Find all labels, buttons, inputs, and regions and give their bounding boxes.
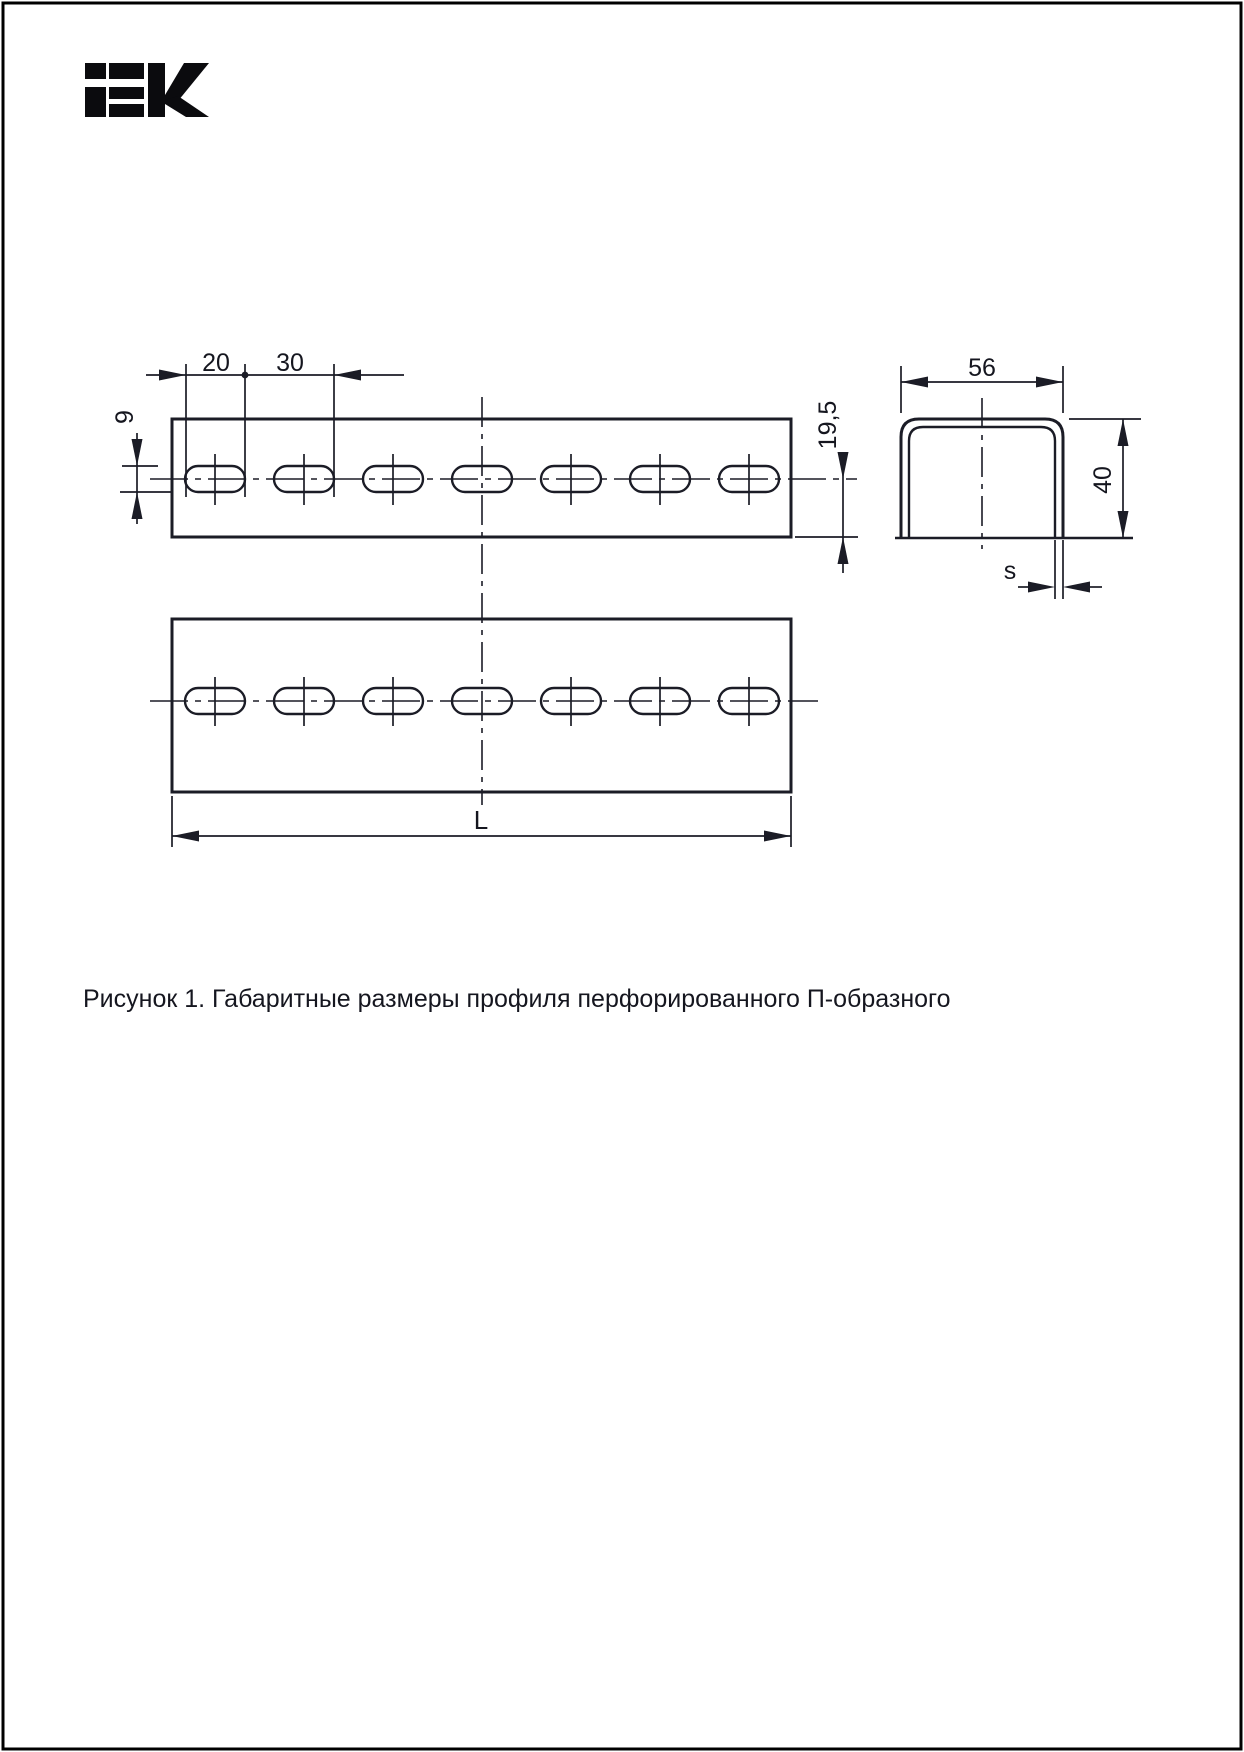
dim-40 [1069, 419, 1141, 538]
dim-arrow [838, 537, 849, 564]
dim-arrow [334, 370, 361, 381]
figure-caption: Рисунок 1. Габаритные размеры профиля перфорированного П-образного [83, 985, 951, 1013]
dim-56-label: 56 [968, 354, 996, 382]
logo-k-stem [148, 63, 165, 117]
dim-19-5 [795, 401, 858, 573]
dim-arrow [764, 831, 791, 842]
logo-i-dot [85, 63, 106, 79]
page-border [3, 3, 1241, 1749]
logo-k-lower-arm [165, 96, 209, 117]
dim-arrow [1118, 511, 1129, 538]
logo-e-top-bar [109, 63, 144, 79]
dim-arrow [132, 492, 143, 519]
dim-19-5-label: 19,5 [814, 400, 842, 450]
dim-arrow [1118, 419, 1129, 446]
dim-20-label: 20 [202, 349, 230, 377]
logo-i-body [85, 87, 106, 117]
bottom-view [150, 619, 818, 792]
dim-arrow [159, 370, 186, 381]
dim-arrow [132, 439, 143, 466]
dim-arrow [172, 831, 199, 842]
dim-40-label: 40 [1089, 466, 1117, 494]
logo-e-mid-bar [109, 87, 144, 99]
dim-L-label: L [473, 805, 489, 835]
dim-20-30-extension-lines [186, 364, 334, 497]
dim-arrow [838, 452, 849, 479]
dim-tick-dot [242, 372, 249, 379]
dim-s [1004, 540, 1102, 599]
dim-s-label: s [1003, 557, 1017, 585]
dim-s-extension-lines [1055, 540, 1063, 599]
logo-k-upper-arm [165, 63, 209, 103]
iek-logo [85, 63, 209, 117]
dim-arrow [1036, 377, 1063, 388]
dim-arrow [901, 377, 928, 388]
top-view [150, 419, 857, 537]
dim-9-label: 9 [111, 410, 139, 424]
dim-arrow [1063, 582, 1090, 593]
dim-arrow [1028, 582, 1055, 593]
dim-9 [111, 410, 172, 524]
dim-30-label: 30 [276, 349, 304, 377]
logo-e-bottom-bar [109, 104, 144, 117]
